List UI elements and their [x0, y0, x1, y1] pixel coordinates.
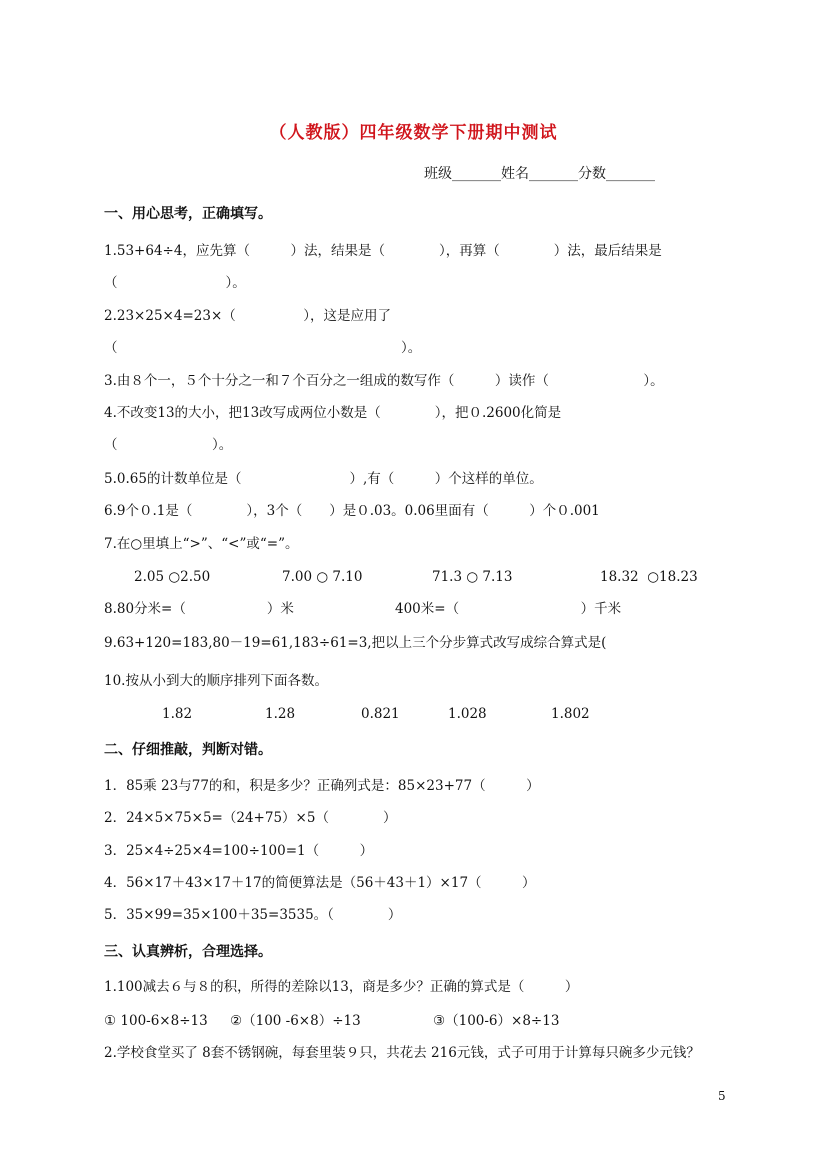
- question-1-2-cont: （ ）。: [104, 340, 422, 356]
- question-2-1: 1．85乘 23与77的和，积是多少？正确列式是：85×23+77（ ）: [104, 778, 540, 794]
- option-2: ②（100 -6×8）÷13: [230, 1013, 361, 1029]
- page-title: （人教版）四年级数学下册期中测试: [269, 123, 558, 143]
- number-item: 1.028: [448, 706, 487, 722]
- question-1-8-b: 400米=（ ）千米: [395, 601, 622, 617]
- question-1-5: 5.0.65的计数单位是（ ）,有（ ）个这样的单位。: [104, 471, 543, 487]
- question-1-4: 4.不改变13的大小，把13改写成两位小数是（ ），把０.2600化简是: [104, 405, 562, 421]
- question-3-1: 1.100减去６与８的积，所得的差除以13，商是多少？正确的算式是（ ）: [104, 979, 579, 995]
- question-3-2: 2.学校食堂买了 8套不锈钢碗，每套里装９只，共花去 216元钱，式子可用于计算每只碗多少元钱？: [104, 1045, 700, 1061]
- compare-item: 2.05 ○2.50: [134, 569, 211, 585]
- section1-heading: 一、用心思考，正确填写。: [104, 206, 272, 222]
- student-info-line: 班级_______姓名_______分数_______: [424, 166, 655, 182]
- question-1-1: 1.53+64÷4，应先算（ ）法，结果是（ ），再算（ ）法，最后结果是: [104, 243, 662, 259]
- question-1-9: 9.63+120=183,80－19=61,183÷61=3,把以上三个分步算式改写成综合算式是(: [104, 635, 607, 651]
- question-2-4: 4．56×17＋43×17＋17的简便算法是（56＋43＋1）×17（ ）: [104, 875, 536, 891]
- question-2-5: 5．35×99=35×100＋35=3535。（ ）: [104, 907, 402, 923]
- page-number: 5: [718, 1089, 726, 1103]
- question-1-8-a: 8.80分米=（ ）米: [104, 601, 294, 617]
- option-3: ③（100-6）×8÷13: [433, 1013, 560, 1029]
- number-item: 1.28: [265, 706, 296, 722]
- section3-heading: 三、认真辨析，合理选择。: [104, 944, 272, 960]
- compare-item: 7.00 ○ 7.10: [282, 569, 363, 585]
- compare-item: 71.3 ○ 7.13: [432, 569, 513, 585]
- question-1-1-cont: （ ）。: [104, 275, 246, 291]
- question-1-7: 7.在○里填上“>”、“<”或“=”。: [104, 536, 299, 552]
- number-item: 1.82: [162, 706, 193, 722]
- question-1-3: 3.由８个一，５个十分之一和７个百分之一组成的数写作（ ）读作（ ）。: [104, 373, 664, 389]
- question-2-3: 3．25×4÷25×4=100÷100=1（ ）: [104, 843, 374, 859]
- question-1-4-cont: （ ）。: [104, 437, 233, 453]
- section2-heading: 二、仔细推敲，判断对错。: [104, 742, 272, 758]
- number-item: 0.821: [361, 706, 400, 722]
- question-1-6: 6.9个０.1是（ ），3个（ ）是０.03。0.06里面有（ ）个０.001: [104, 503, 600, 519]
- number-item: 1.802: [551, 706, 590, 722]
- option-1: ① 100-6×8÷13: [104, 1013, 208, 1029]
- question-1-10: 10.按从小到大的顺序排列下面各数。: [104, 673, 328, 689]
- question-1-2: 2.23×25×4=23×（ ），这是应用了: [104, 308, 391, 324]
- compare-item: 18.32 ○18.23: [600, 569, 698, 585]
- question-2-2: 2．24×5×75×5=（24+75）×5（ ）: [104, 810, 397, 826]
